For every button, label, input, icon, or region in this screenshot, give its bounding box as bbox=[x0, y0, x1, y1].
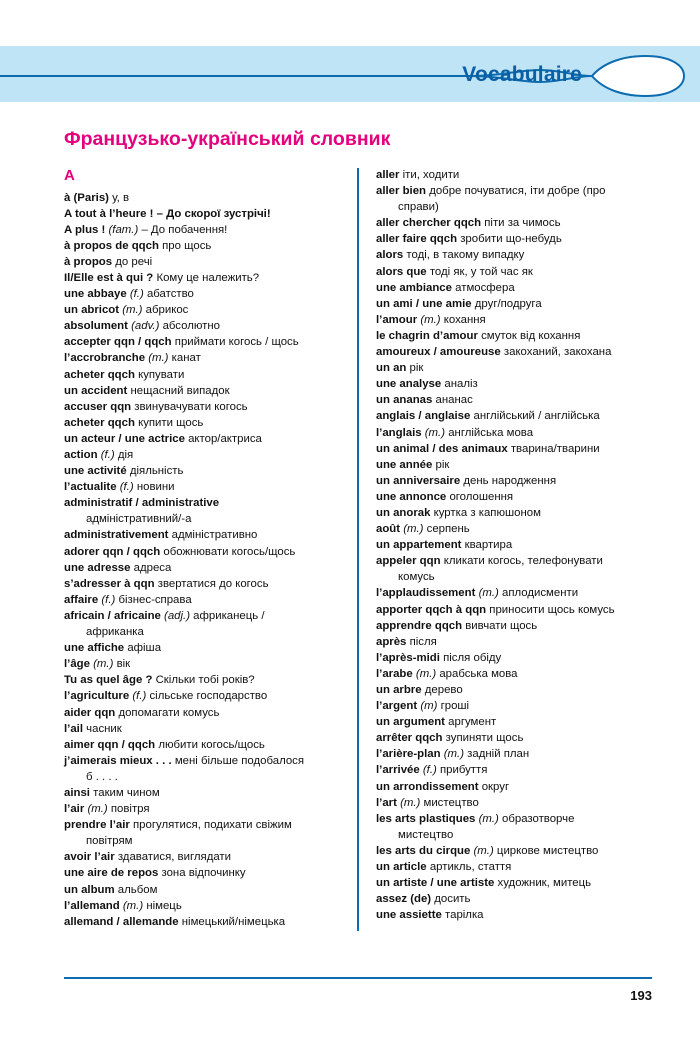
entry-translation: день народження bbox=[463, 474, 557, 487]
page-title: Французько-український словник bbox=[64, 128, 391, 150]
entry-headword: une année bbox=[376, 458, 433, 471]
dictionary-entry bbox=[376, 329, 636, 344]
entry-translation: циркове мистецтво bbox=[496, 844, 599, 857]
dictionary-entry bbox=[376, 297, 636, 312]
dictionary-entry bbox=[64, 287, 343, 302]
entry-headword: à propos bbox=[64, 255, 113, 268]
dictionary-entry bbox=[376, 442, 636, 457]
entry-grammar-label: (m.) bbox=[415, 667, 437, 680]
dictionary-entry bbox=[64, 416, 343, 431]
entry-headword: aller bbox=[376, 169, 400, 181]
dictionary-entry bbox=[376, 603, 636, 618]
dictionary-entry bbox=[64, 400, 343, 415]
entry-headword: l’actualite bbox=[64, 481, 117, 494]
entry-translation: квартира bbox=[464, 539, 513, 552]
entry-continuation: повітрям bbox=[86, 835, 133, 848]
dictionary-entry bbox=[64, 448, 343, 463]
entry-headword: un album bbox=[64, 883, 115, 896]
header-wave-decoration bbox=[0, 46, 700, 102]
dictionary-entry bbox=[64, 657, 343, 672]
entry-translation: прибуття bbox=[439, 764, 488, 777]
dictionary-entry bbox=[376, 812, 636, 827]
header-banner bbox=[0, 46, 700, 102]
entry-grammar-label: (m) bbox=[420, 700, 438, 713]
entry-grammar-label: (m.) bbox=[87, 803, 108, 816]
entry-grammar-label: (f.) bbox=[100, 449, 115, 461]
entry-headword: un argument bbox=[376, 716, 445, 729]
entry-headword: assez (de) bbox=[376, 893, 432, 906]
entry-headword: accepter qqn / qqch bbox=[64, 336, 172, 349]
entry-translation: купити щось bbox=[138, 416, 204, 429]
dictionary-entry bbox=[376, 458, 636, 473]
entry-headword: aller chercher qqch bbox=[376, 217, 482, 230]
dictionary-entry bbox=[64, 915, 343, 930]
dictionary-entry bbox=[64, 464, 343, 479]
entry-continuation: мистецтво bbox=[398, 828, 454, 841]
entry-grammar-label: (f.) bbox=[132, 690, 147, 703]
dictionary-entry bbox=[376, 715, 636, 730]
entry-translation: до речі bbox=[115, 255, 153, 268]
dictionary-entry bbox=[64, 673, 343, 688]
dictionary-entry bbox=[376, 844, 636, 859]
dictionary-entry bbox=[376, 860, 636, 875]
dictionary-entry bbox=[64, 335, 343, 350]
entry-translation: німець bbox=[146, 899, 182, 912]
entry-headword: l’âge bbox=[64, 658, 90, 671]
dictionary-entry bbox=[376, 426, 636, 441]
entry-headword: j’aimerais mieux . . . bbox=[64, 754, 172, 767]
dictionary-entry bbox=[376, 377, 636, 392]
entry-translation: серпень bbox=[426, 523, 470, 536]
entry-grammar-label: (f.) bbox=[119, 481, 134, 494]
dictionary-entry bbox=[64, 207, 343, 222]
entry-translation: закоханий, закохана bbox=[503, 346, 612, 359]
entry-translation: абатство bbox=[146, 288, 194, 301]
entry-translation: часник bbox=[86, 722, 122, 735]
entry-translation: аналіз bbox=[444, 378, 478, 391]
dictionary-entry bbox=[376, 168, 636, 183]
entry-headword: aimer qqn / qqch bbox=[64, 738, 156, 751]
entry-continuation: комусь bbox=[398, 571, 435, 584]
entry-headword: une analyse bbox=[376, 378, 442, 391]
entry-translation: бізнес-справа bbox=[118, 593, 192, 606]
entry-translation: кохання bbox=[443, 313, 486, 326]
page-number: 193 bbox=[630, 988, 652, 1003]
dictionary-entry bbox=[64, 223, 343, 238]
entry-headword: un accident bbox=[64, 384, 128, 397]
entry-headword: apporter qqch à qqn bbox=[376, 603, 487, 616]
dictionary-entry bbox=[64, 754, 343, 769]
dictionary-entry bbox=[64, 706, 343, 721]
entry-headword: l’anglais bbox=[376, 426, 422, 439]
entry-translation: діяльність bbox=[129, 465, 184, 478]
entry-headword: A plus ! bbox=[64, 223, 106, 236]
entry-headword: l’applaudissement bbox=[376, 587, 476, 600]
entry-continuation: б . . . . bbox=[86, 770, 118, 783]
entry-translation: добре почуватися, іти добре (про bbox=[429, 185, 606, 198]
dictionary-entry bbox=[376, 506, 636, 521]
letter-heading: A bbox=[64, 167, 75, 184]
entry-grammar-label: (m.) bbox=[424, 426, 446, 439]
column-left bbox=[64, 168, 357, 931]
entry-headword: administratif / administrative bbox=[64, 497, 220, 510]
entry-translation: задній план bbox=[467, 748, 530, 761]
dictionary-entry bbox=[376, 667, 636, 682]
entry-headword: une activité bbox=[64, 465, 127, 478]
dictionary-entry bbox=[376, 313, 636, 328]
entry-grammar-label: (f.) bbox=[129, 288, 144, 301]
entry-translation: після обіду bbox=[443, 651, 502, 664]
dictionary-entry bbox=[376, 908, 636, 923]
dictionary-entry bbox=[376, 876, 636, 891]
entry-headword: alors bbox=[376, 249, 404, 262]
entry-headword: anglais / anglaise bbox=[376, 410, 471, 423]
entry-translation: афіша bbox=[127, 642, 162, 655]
entry-headword: l’allemand bbox=[64, 899, 120, 912]
entry-headword: l’agriculture bbox=[64, 690, 130, 703]
entry-grammar-label: (f.) bbox=[422, 764, 437, 777]
entry-translation: дія bbox=[117, 449, 134, 461]
entry-translation: – До побачення! bbox=[141, 223, 228, 236]
dictionary-entry bbox=[376, 281, 636, 296]
entry-headword: l’argent bbox=[376, 700, 418, 713]
dictionary-entry bbox=[64, 866, 343, 881]
entry-translation: купувати bbox=[138, 368, 185, 381]
entry-headword: prendre l’air bbox=[64, 819, 130, 832]
entry-headword: un animal / des animaux bbox=[376, 442, 508, 455]
dictionary-entry bbox=[376, 796, 636, 811]
column-right bbox=[357, 168, 650, 931]
dictionary-entry bbox=[64, 351, 343, 366]
entry-grammar-label: (m.) bbox=[403, 523, 424, 536]
entry-translation: округ bbox=[481, 780, 510, 793]
dictionary-entry bbox=[376, 345, 636, 360]
entry-headword: s’adresser à qqn bbox=[64, 577, 155, 590]
entry-headword: l’arière-plan bbox=[376, 748, 441, 761]
entry-headword: acheter qqch bbox=[64, 368, 135, 381]
entry-headword: A tout à l’heure ! – До скорої зустрічі! bbox=[64, 207, 271, 220]
entry-headword: alors que bbox=[376, 265, 427, 278]
entry-headword: administrativement bbox=[64, 529, 169, 542]
entry-headword: l’art bbox=[376, 796, 397, 809]
entry-translation: іти, ходити bbox=[402, 169, 460, 181]
dictionary-entry bbox=[64, 303, 343, 318]
entry-headword: un abricot bbox=[64, 304, 120, 317]
dictionary-entry bbox=[64, 561, 343, 576]
entry-continuation: справи) bbox=[398, 201, 439, 214]
entry-grammar-label: (m.) bbox=[420, 313, 441, 326]
dictionary-entry bbox=[376, 184, 636, 199]
dictionary-entry bbox=[376, 232, 636, 247]
entry-grammar-label: (m.) bbox=[93, 658, 114, 671]
entry-headword: africain / africaine bbox=[64, 609, 161, 622]
dictionary-entry bbox=[64, 609, 343, 624]
entry-translation: канат bbox=[171, 352, 201, 365]
entry-translation: англійський / англійська bbox=[473, 410, 600, 423]
entry-translation: адміністративно bbox=[171, 529, 258, 542]
entry-translation: зупиняти щось bbox=[445, 732, 524, 745]
entry-translation: артикль, стаття bbox=[429, 861, 512, 874]
dictionary-entry bbox=[376, 635, 636, 650]
dictionary-entry bbox=[376, 490, 636, 505]
entry-list-left bbox=[64, 191, 343, 930]
dictionary-entry bbox=[64, 528, 343, 543]
dictionary-entry bbox=[376, 265, 636, 280]
entry-translation: сільське господарство bbox=[149, 690, 268, 703]
dictionary-entry bbox=[376, 683, 636, 698]
entry-headword: l’après-midi bbox=[376, 651, 440, 664]
entry-translation: смуток від кохання bbox=[481, 329, 581, 342]
entry-headword: Tu as quel âge ? bbox=[64, 674, 153, 687]
entry-headword: une adresse bbox=[64, 561, 131, 574]
entry-headword: un anorak bbox=[376, 506, 431, 519]
entry-headword: une abbaye bbox=[64, 288, 127, 301]
entry-translation: вік bbox=[116, 658, 131, 671]
entry-headword: une assiette bbox=[376, 909, 442, 922]
entry-headword: un article bbox=[376, 861, 427, 874]
entry-list-right bbox=[376, 168, 636, 923]
entry-translation: піти за чимось bbox=[484, 217, 561, 230]
entry-headword: action bbox=[64, 449, 98, 461]
entry-translation: африканець / bbox=[193, 609, 265, 622]
dictionary-entry bbox=[376, 522, 636, 537]
entry-headword: adorer qqn / qqch bbox=[64, 545, 161, 558]
dictionary-entry bbox=[376, 474, 636, 489]
entry-translation: зробити що-небудь bbox=[460, 233, 562, 246]
entry-translation: досить bbox=[434, 893, 471, 906]
entry-grammar-label: (m.) bbox=[122, 304, 143, 317]
entry-headword: les arts plastiques bbox=[376, 812, 476, 825]
entry-headword: aller bien bbox=[376, 185, 427, 198]
section-title: Vocabulaire bbox=[462, 63, 582, 86]
entry-headword: accuser qqn bbox=[64, 400, 132, 413]
entry-translation: куртка з капюшоном bbox=[433, 506, 541, 519]
dictionary-entry bbox=[376, 393, 636, 408]
dictionary-entry bbox=[376, 892, 636, 907]
dictionary-entry bbox=[376, 586, 636, 601]
entry-translation: актор/актриса bbox=[188, 432, 262, 445]
dictionary-entry bbox=[376, 409, 636, 424]
entry-translation: оголошення bbox=[449, 490, 514, 503]
entry-headword: un an bbox=[376, 362, 407, 375]
entry-translation: тоді, в такому випадку bbox=[406, 249, 525, 262]
entry-headword: un acteur / une actrice bbox=[64, 432, 185, 445]
entry-translation: приносити щось комусь bbox=[489, 603, 615, 616]
entry-translation: рік bbox=[435, 458, 450, 471]
dictionary-entry bbox=[64, 883, 343, 898]
entry-continuation: африканка bbox=[86, 626, 144, 639]
dictionary-entry bbox=[64, 577, 343, 592]
entry-headword: l’air bbox=[64, 803, 85, 816]
dictionary-entry bbox=[64, 722, 343, 737]
entry-translation: тварина/тварини bbox=[510, 442, 600, 455]
entry-grammar-label: (m.) bbox=[473, 844, 494, 857]
entry-headword: un ami / une amie bbox=[376, 297, 472, 310]
entry-headword: avoir l’air bbox=[64, 851, 115, 864]
entry-grammar-label: (m.) bbox=[400, 796, 421, 809]
entry-grammar-label: (m.) bbox=[122, 899, 144, 912]
entry-translation: допомагати комусь bbox=[118, 706, 220, 719]
entry-translation: тарілка bbox=[445, 909, 484, 922]
entry-translation: звертатися до когось bbox=[157, 577, 269, 590]
entry-headword: acheter qqch bbox=[64, 416, 135, 429]
dictionary-entry bbox=[376, 731, 636, 746]
entry-headword: une aire de repos bbox=[64, 867, 159, 880]
dictionary-entry bbox=[376, 651, 636, 666]
entry-headword: un anniversaire bbox=[376, 474, 461, 487]
entry-headword: une ambiance bbox=[376, 281, 452, 294]
entry-headword: l’accrobranche bbox=[64, 352, 146, 365]
entry-grammar-label: (m.) bbox=[478, 812, 499, 825]
entry-grammar-label: (adv.) bbox=[131, 320, 160, 333]
dictionary-entry bbox=[64, 271, 343, 286]
entry-translation: таким чином bbox=[93, 786, 160, 799]
dictionary-entry bbox=[376, 216, 636, 231]
dictionary-entry bbox=[64, 641, 343, 656]
entry-headword: une affiche bbox=[64, 642, 125, 655]
dictionary-entry bbox=[64, 239, 343, 254]
footer-divider bbox=[64, 977, 652, 979]
entry-headword: les arts du cirque bbox=[376, 844, 471, 857]
entry-translation: художник, митець bbox=[497, 877, 592, 890]
dictionary-entry bbox=[64, 689, 343, 704]
dictionary-columns bbox=[64, 168, 650, 931]
dictionary-entry bbox=[376, 248, 636, 263]
dictionary-entry bbox=[376, 699, 636, 714]
entry-translation: мистецтво bbox=[423, 796, 479, 809]
entry-headword: un arbre bbox=[376, 684, 422, 696]
dictionary-entry bbox=[64, 545, 343, 560]
dictionary-entry bbox=[376, 619, 636, 634]
entry-translation: ананас bbox=[435, 394, 473, 407]
entry-headword: le chagrin d’amour bbox=[376, 329, 478, 342]
entry-headword: un ananas bbox=[376, 394, 433, 407]
entry-translation: зона відпочинку bbox=[161, 867, 246, 880]
entry-headword: l’ail bbox=[64, 722, 83, 735]
entry-translation: звинувачувати когось bbox=[134, 400, 248, 413]
entry-grammar-label: (adj.) bbox=[164, 609, 190, 622]
dictionary-entry bbox=[64, 850, 343, 865]
entry-translation: рік bbox=[409, 362, 424, 375]
dictionary-entry bbox=[64, 432, 343, 447]
entry-translation: атмосфера bbox=[455, 281, 515, 294]
dictionary-entry bbox=[64, 818, 343, 833]
dictionary-entry bbox=[376, 554, 636, 569]
entry-translation: у, в bbox=[112, 191, 130, 204]
entry-continuation: адміністративний/-а bbox=[86, 513, 192, 526]
entry-translation: альбом bbox=[117, 883, 158, 896]
entry-translation: приймати когось / щось bbox=[174, 336, 299, 349]
entry-translation: англійська мова bbox=[448, 426, 534, 439]
entry-translation: Кому це належить? bbox=[156, 271, 260, 284]
entry-grammar-label: (m.) bbox=[148, 352, 169, 365]
entry-translation: кликати когось, телефонувати bbox=[443, 555, 603, 568]
dictionary-entry bbox=[376, 538, 636, 553]
dictionary-entry bbox=[64, 899, 343, 914]
dictionary-entry bbox=[64, 802, 343, 817]
entry-translation: аплодисменти bbox=[501, 587, 579, 600]
dictionary-entry bbox=[64, 480, 343, 495]
entry-headword: après bbox=[376, 635, 407, 648]
entry-translation: нещасний випадок bbox=[130, 384, 230, 397]
entry-grammar-label: (m.) bbox=[443, 748, 464, 761]
dictionary-entry bbox=[64, 738, 343, 753]
entry-grammar-label: (m.) bbox=[478, 587, 499, 600]
entry-headword: apprendre qqch bbox=[376, 619, 463, 632]
entry-grammar-label: (fam.) bbox=[108, 223, 139, 236]
entry-translation: аргумент bbox=[448, 716, 497, 729]
entry-headword: l’arabe bbox=[376, 667, 413, 680]
dictionary-entry bbox=[64, 786, 343, 801]
dictionary-entry bbox=[64, 593, 343, 608]
entry-translation: вивчати щось bbox=[465, 619, 538, 632]
entry-translation: повітря bbox=[110, 803, 150, 816]
entry-headword: ainsi bbox=[64, 786, 90, 799]
entry-translation: здаватися, виглядати bbox=[117, 851, 232, 864]
dictionary-entry bbox=[376, 747, 636, 762]
entry-headword: aider qqn bbox=[64, 706, 116, 719]
dictionary-entry bbox=[64, 255, 343, 270]
entry-headword: à propos de qqch bbox=[64, 239, 159, 252]
entry-translation: абрикос bbox=[145, 304, 189, 317]
dictionary-entry bbox=[376, 763, 636, 778]
entry-translation: арабська мова bbox=[439, 667, 518, 680]
dictionary-entry bbox=[64, 191, 343, 206]
entry-headword: un artiste / une artiste bbox=[376, 877, 495, 890]
entry-translation: обожнювати когось/щось bbox=[163, 545, 296, 558]
entry-translation: новини bbox=[136, 481, 175, 494]
dictionary-entry bbox=[376, 780, 636, 795]
entry-translation: мені більше подобалося bbox=[174, 754, 305, 767]
entry-headword: l’amour bbox=[376, 313, 418, 326]
entry-translation: образотворче bbox=[502, 812, 575, 825]
entry-headword: amoureux / amoureuse bbox=[376, 346, 501, 359]
entry-headword: aller faire qqch bbox=[376, 233, 458, 246]
entry-translation: німецький/німецька bbox=[181, 915, 286, 928]
entry-headword: allemand / allemande bbox=[64, 915, 179, 928]
entry-headword: absolument bbox=[64, 320, 128, 333]
entry-headword: l’arrivée bbox=[376, 764, 420, 777]
entry-translation: адреса bbox=[133, 561, 172, 574]
dictionary-entry bbox=[64, 496, 343, 511]
entry-headword: à (Paris) bbox=[64, 191, 109, 204]
dictionary-entry bbox=[376, 361, 636, 376]
dictionary-entry bbox=[64, 368, 343, 383]
entry-headword: arrêter qqch bbox=[376, 732, 443, 745]
dictionary-entry bbox=[64, 319, 343, 334]
entry-headword: affaire bbox=[64, 593, 99, 606]
entry-translation: дерево bbox=[424, 684, 463, 696]
entry-translation: абсолютно bbox=[162, 320, 220, 333]
entry-headword: appeler qqn bbox=[376, 555, 441, 568]
entry-headword: un arrondissement bbox=[376, 780, 479, 793]
dictionary-entry bbox=[64, 384, 343, 399]
entry-translation: прогулятися, подихати свіжим bbox=[133, 819, 292, 832]
entry-headword: un appartement bbox=[376, 539, 462, 552]
entry-headword: Il/Elle est à qui ? bbox=[64, 271, 154, 284]
entry-translation: після bbox=[409, 635, 437, 648]
entry-headword: une annonce bbox=[376, 490, 447, 503]
entry-translation: друг/подруга bbox=[474, 297, 542, 310]
entry-translation: любити когось/щось bbox=[158, 738, 265, 751]
entry-translation: тоді як, у той час як bbox=[429, 265, 533, 278]
entry-translation: про щось bbox=[162, 239, 212, 252]
entry-translation: Скільки тобі років? bbox=[155, 674, 255, 687]
entry-headword: août bbox=[376, 523, 401, 536]
entry-grammar-label: (f.) bbox=[101, 593, 116, 606]
entry-translation: гроші bbox=[440, 700, 470, 713]
